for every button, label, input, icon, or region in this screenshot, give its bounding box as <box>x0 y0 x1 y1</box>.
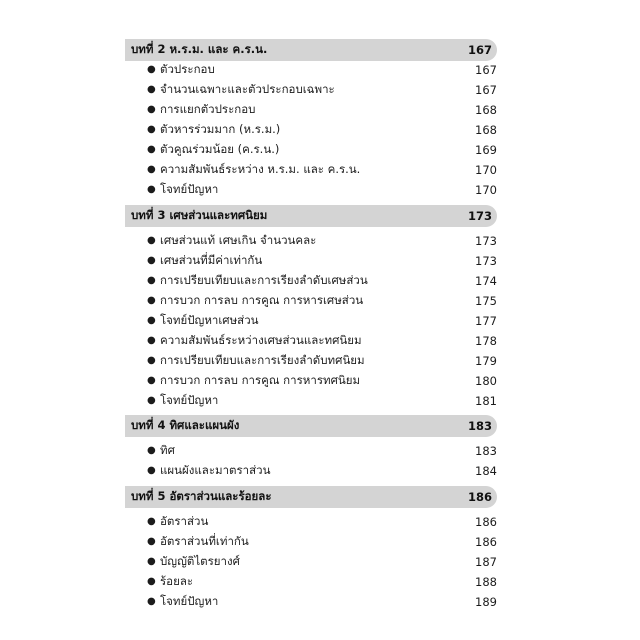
entry-text: ตัวประกอบ <box>160 62 215 76</box>
entry-text: การเปรียบเทียบและการเรียงลำดับทศนิยม <box>160 353 365 367</box>
toc-entry <box>147 181 497 199</box>
entry-page: 189 <box>475 595 497 609</box>
chapter-page: 167 <box>467 43 492 57</box>
bullet-icon: ● <box>147 104 156 115</box>
bullet-icon: ● <box>147 335 156 346</box>
entry-page: 180 <box>475 374 497 388</box>
entry-page: 167 <box>475 63 497 77</box>
toc-entry <box>147 232 497 250</box>
chapter-title: บทที่ 2 ห.ร.ม. และ ค.ร.น. <box>131 42 268 56</box>
toc-entry <box>147 332 497 350</box>
entry-text: จำนวนเฉพาะและตัวประกอบเฉพาะ <box>160 82 335 96</box>
entry-page: 173 <box>475 254 497 268</box>
toc-entry <box>147 312 497 330</box>
entry-page: 170 <box>475 163 497 177</box>
entry-page: 183 <box>475 444 497 458</box>
toc-entry <box>147 462 497 480</box>
entry-text: โจทย์ปัญหา <box>160 594 219 608</box>
bullet-icon: ● <box>147 64 156 75</box>
entry-text: เศษส่วนแท้ เศษเกิน จำนวนคละ <box>160 233 317 247</box>
chapter-page: 183 <box>467 419 492 433</box>
bullet-icon: ● <box>147 144 156 155</box>
toc-entry <box>147 252 497 270</box>
entry-text: แผนผังและมาตราส่วน <box>160 463 271 477</box>
chapter-heading <box>125 486 497 508</box>
chapter-page: 186 <box>467 490 492 504</box>
chapter-heading <box>125 205 497 227</box>
bullet-icon: ● <box>147 315 156 326</box>
toc-entry <box>147 81 497 99</box>
chapter-title: บทที่ 4 ทิศและแผนผัง <box>131 418 240 432</box>
entry-page: 181 <box>475 394 497 408</box>
entry-text: อัตราส่วน <box>160 514 209 528</box>
toc-entry <box>147 141 497 159</box>
entry-text: การเปรียบเทียบและการเรียงลำดับเศษส่วน <box>160 273 368 287</box>
bullet-icon: ● <box>147 375 156 386</box>
entry-text: การแยกตัวประกอบ <box>160 102 256 116</box>
bullet-icon: ● <box>147 235 156 246</box>
bullet-icon: ● <box>147 164 156 175</box>
entry-text: การบวก การลบ การคูณ การหารเศษส่วน <box>160 293 364 307</box>
entry-text: ตัวหารร่วมมาก (ห.ร.ม.) <box>160 122 281 136</box>
entry-page: 173 <box>475 234 497 248</box>
entry-page: 178 <box>475 334 497 348</box>
entry-page: 169 <box>475 143 497 157</box>
toc-entry <box>147 593 497 611</box>
bullet-icon: ● <box>147 596 156 607</box>
bullet-icon: ● <box>147 556 156 567</box>
toc-entry <box>147 392 497 410</box>
toc-entry <box>147 292 497 310</box>
bullet-icon: ● <box>147 395 156 406</box>
bullet-icon: ● <box>147 255 156 266</box>
entry-text: ทิศ <box>160 443 175 457</box>
bullet-icon: ● <box>147 184 156 195</box>
entry-text: โจทย์ปัญหา <box>160 393 219 407</box>
chapter-heading <box>125 39 497 61</box>
bullet-icon: ● <box>147 536 156 547</box>
bullet-icon: ● <box>147 355 156 366</box>
toc-entry <box>147 513 497 531</box>
bullet-icon: ● <box>147 576 156 587</box>
toc-entry <box>147 442 497 460</box>
toc-entry <box>147 533 497 551</box>
toc-entry <box>147 101 497 119</box>
entry-page: 186 <box>475 515 497 529</box>
entry-text: ความสัมพันธ์ระหว่างเศษส่วนและทศนิยม <box>160 333 362 347</box>
toc-entry <box>147 352 497 370</box>
entry-page: 186 <box>475 535 497 549</box>
bullet-icon: ● <box>147 295 156 306</box>
entry-page: 188 <box>475 575 497 589</box>
entry-page: 168 <box>475 123 497 137</box>
bullet-icon: ● <box>147 124 156 135</box>
entry-text: ตัวคูณร่วมน้อย (ค.ร.น.) <box>160 142 280 156</box>
entry-page: 175 <box>475 294 497 308</box>
toc-entry <box>147 61 497 79</box>
bullet-icon: ● <box>147 445 156 456</box>
entry-page: 179 <box>475 354 497 368</box>
bullet-icon: ● <box>147 84 156 95</box>
toc-entry <box>147 573 497 591</box>
entry-page: 174 <box>475 274 497 288</box>
entry-page: 184 <box>475 464 497 478</box>
toc-entry <box>147 553 497 571</box>
entry-text: ร้อยละ <box>160 574 194 588</box>
entry-text: โจทย์ปัญหาเศษส่วน <box>160 313 259 327</box>
entry-page: 177 <box>475 314 497 328</box>
bullet-icon: ● <box>147 465 156 476</box>
entry-text: เศษส่วนที่มีค่าเท่ากัน <box>160 253 263 267</box>
entry-text: บัญญัติไตรยางศ์ <box>160 554 240 568</box>
chapter-title: บทที่ 5 อัตราส่วนและร้อยละ <box>131 489 272 503</box>
toc-entry <box>147 161 497 179</box>
entry-text: โจทย์ปัญหา <box>160 182 219 196</box>
entry-text: ความสัมพันธ์ระหว่าง ห.ร.ม. และ ค.ร.น. <box>160 162 361 176</box>
bullet-icon: ● <box>147 516 156 527</box>
toc-entry <box>147 372 497 390</box>
entry-page: 170 <box>475 183 497 197</box>
bullet-icon: ● <box>147 275 156 286</box>
chapter-title: บทที่ 3 เศษส่วนและทศนิยม <box>131 208 268 222</box>
entry-page: 168 <box>475 103 497 117</box>
entry-page: 167 <box>475 83 497 97</box>
entry-text: การบวก การลบ การคูณ การหารทศนิยม <box>160 373 361 387</box>
chapter-page: 173 <box>467 209 492 223</box>
toc-entry <box>147 272 497 290</box>
entry-text: อัตราส่วนที่เท่ากัน <box>160 534 249 548</box>
chapter-heading <box>125 415 497 437</box>
entry-page: 187 <box>475 555 497 569</box>
toc-entry <box>147 121 497 139</box>
